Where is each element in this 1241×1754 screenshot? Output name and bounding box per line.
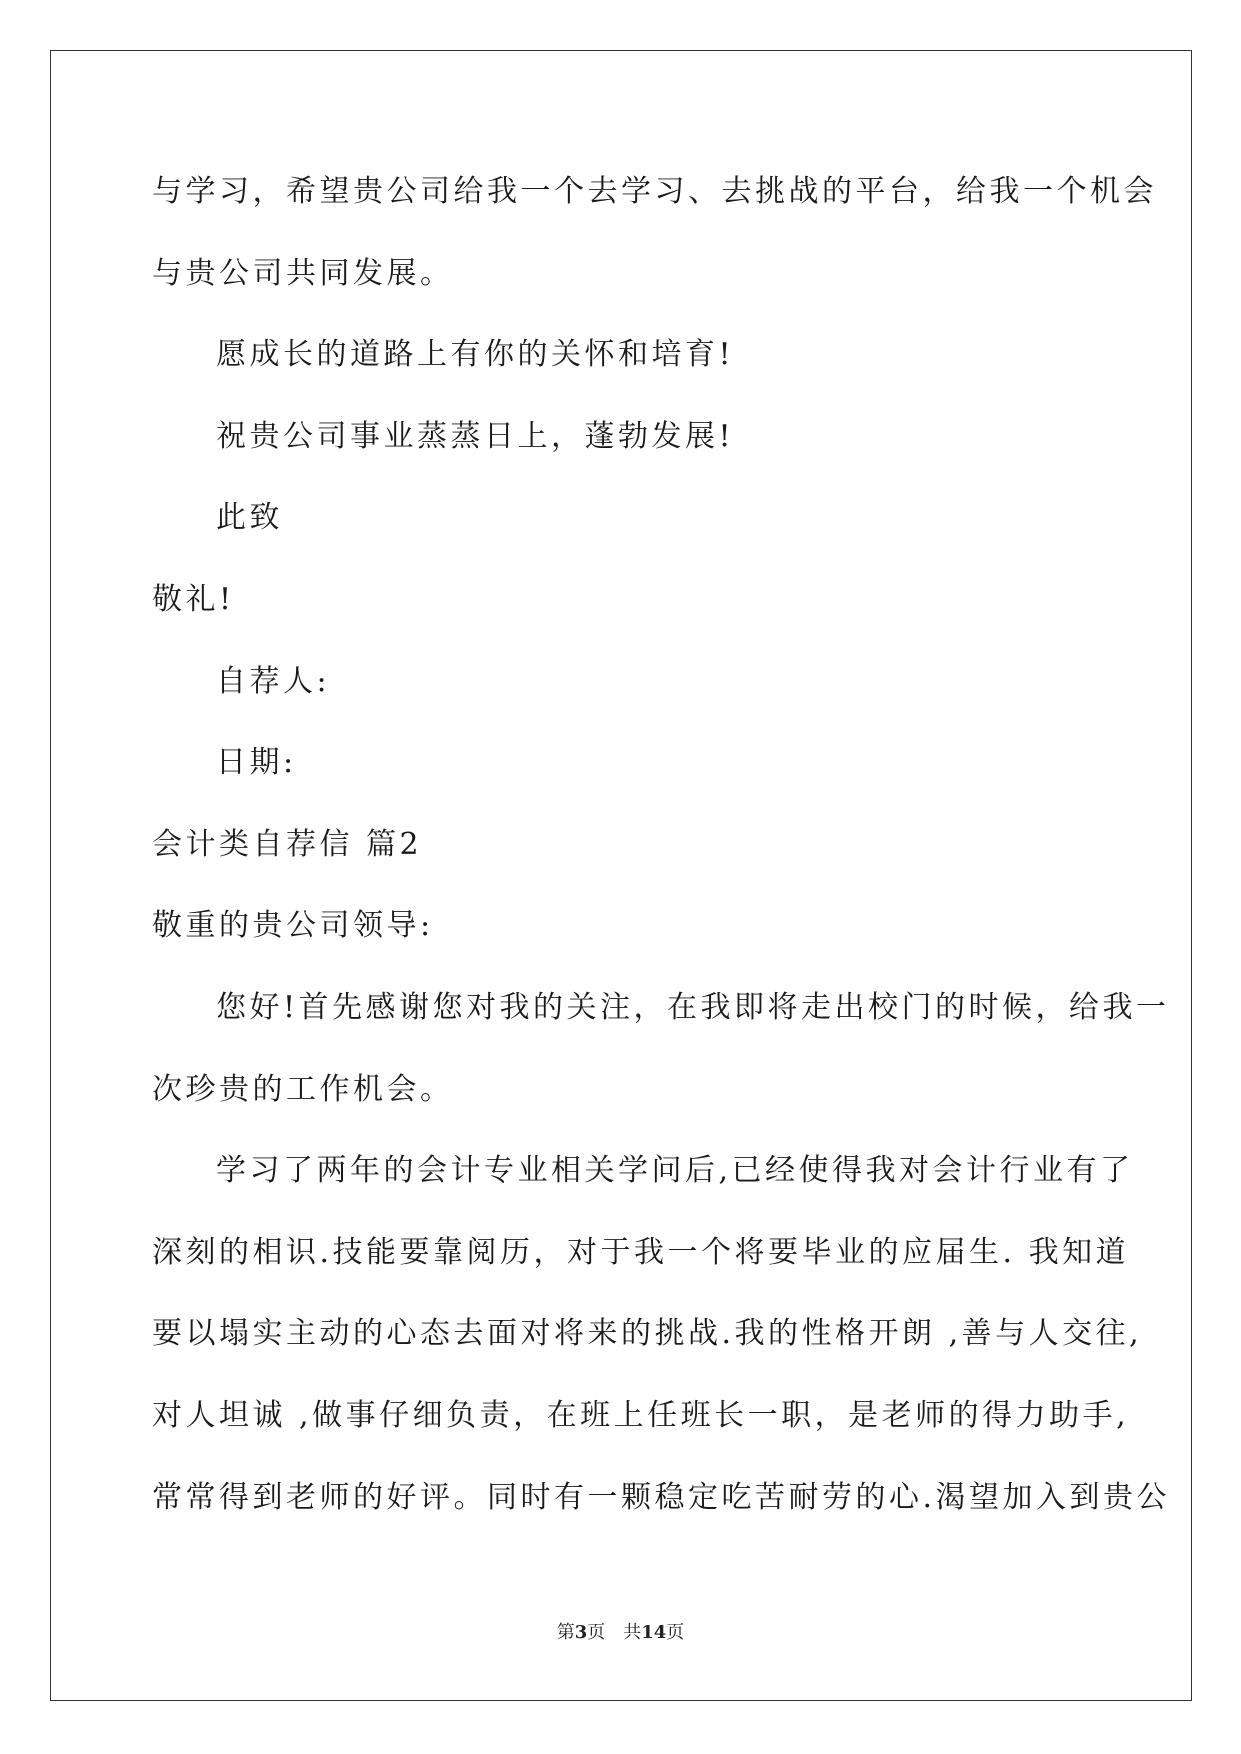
text-line: 愿成长的道路上有你的关怀和培育!: [216, 337, 735, 373]
page-total: 14: [641, 1622, 667, 1643]
document-body: [152, 163, 1171, 1550]
section-heading: 会计类自荐信 篇2: [152, 826, 423, 862]
text-line: 与贵公司共同发展。: [152, 255, 454, 291]
page-prefix: 第: [556, 1622, 575, 1643]
page-footer: [0, 1618, 1241, 1644]
total-prefix: 共: [623, 1622, 642, 1643]
text-line: 祝贵公司事业蒸蒸日上，蓬勃发展!: [216, 418, 735, 454]
salutation: 敬重的贵公司领导:: [152, 908, 434, 944]
text-line: 自荐人:: [216, 663, 331, 699]
text-line: 学习了两年的会计专业相关学问后,已经使得我对会计行业有了: [216, 1153, 1134, 1189]
page-unit: 页: [587, 1622, 606, 1643]
text-line: 与学习，希望贵公司给我一个去学习、去挑战的平台，给我一个机会: [152, 174, 1157, 209]
text-line: 次珍贵的工作机会。: [152, 1071, 454, 1107]
text-line: 要以塌实主动的心态去面对将来的挑战.我的性格开朗 ,善与人交往,: [152, 1316, 1143, 1352]
text-line: 深刻的相识.技能要靠阅历，对于我一个将要毕业的应届生. 我知道: [152, 1234, 1130, 1270]
text-line: 对人坦诚 ,做事仔细负责，在班上任班长一职，是老师的得力助手,: [152, 1397, 1130, 1433]
text-line: 常常得到老师的好评。同时有一颗稳定吃苦耐劳的心.渴望加入到贵公: [152, 1479, 1171, 1515]
page-current: 3: [574, 1622, 588, 1643]
text-line: 敬礼!: [152, 581, 235, 617]
text-line: 日期:: [216, 745, 297, 781]
text-line: 此致: [216, 500, 283, 536]
text-line: 您好!首先感谢您对我的关注，在我即将走出校门的时候，给我一: [216, 989, 1170, 1025]
total-unit: 页: [666, 1622, 685, 1643]
